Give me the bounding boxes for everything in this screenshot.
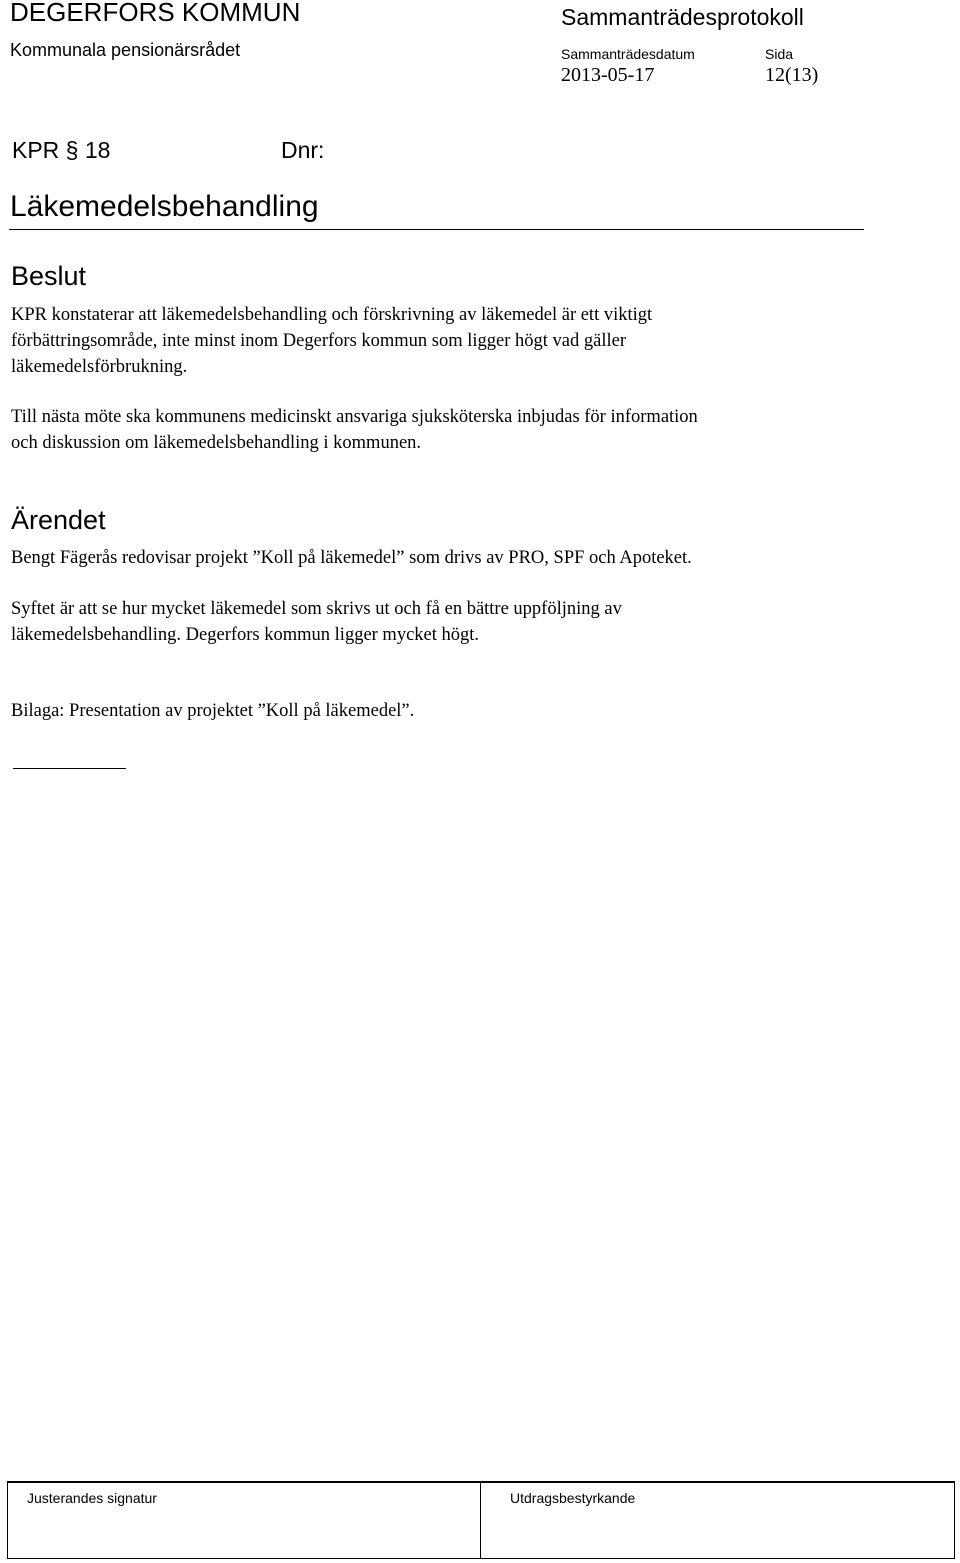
signature-divider xyxy=(480,1483,481,1558)
extract-label: Utdragsbestyrkande xyxy=(510,1490,636,1506)
title-underline xyxy=(9,229,864,230)
text-line: KPR konstaterar att läkemedelsbehandling och förskrivning av läkemedel är ett viktigt xyxy=(11,305,653,325)
signature-label: Justerandes signatur xyxy=(27,1490,157,1506)
dnr-label: Dnr: xyxy=(281,137,325,163)
paragraph-id: KPR § 18 xyxy=(12,137,111,163)
text-line: läkemedelsbehandling. Degerfors kommun ligger mycket högt. xyxy=(11,625,480,645)
meeting-date-label: Sammanträdesdatum xyxy=(561,46,695,62)
text-line: förbättringsområde, inte minst inom Degerfors kommun som ligger högt vad gäller xyxy=(11,331,626,351)
arendet-paragraph-2 xyxy=(11,596,622,648)
organization-name: DEGERFORS KOMMUN xyxy=(10,0,301,27)
department-name: Kommunala pensionärsrådet xyxy=(10,40,241,60)
beslut-heading: Beslut xyxy=(11,261,87,291)
text-line: Till nästa möte ska kommunens medicinskt ansvariga sjuksköterska inbjudas för information xyxy=(11,407,698,427)
page-label: Sida xyxy=(765,46,794,62)
text-line: och diskussion om läkemedelsbehandling i kommunen. xyxy=(11,433,422,453)
attachment-note: Bilaga: Presentation av projektet ”Koll på läkemedel”. xyxy=(11,701,415,721)
arendet-paragraph-1 xyxy=(11,545,692,571)
text-line: läkemedelsförbrukning. xyxy=(11,357,188,377)
arendet-heading: Ärendet xyxy=(11,505,106,535)
text-line: Bengt Fägerås redovisar projekt ”Koll på läkemedel” som drivs av PRO, SPF och Apoteket. xyxy=(11,548,692,568)
signature-box xyxy=(7,1481,955,1559)
text-line: Syftet är att se hur mycket läkemedel som skrivs ut och få en bättre uppföljning av xyxy=(11,599,622,619)
document-type: Sammanträdesprotokoll xyxy=(561,4,804,30)
page-number: 12(13) xyxy=(765,64,819,86)
meeting-date-value: 2013-05-17 xyxy=(561,64,655,86)
end-rule xyxy=(13,768,126,769)
item-title: Läkemedelsbehandling xyxy=(10,190,319,223)
beslut-paragraph-1 xyxy=(11,302,652,380)
beslut-paragraph-2 xyxy=(11,404,698,456)
